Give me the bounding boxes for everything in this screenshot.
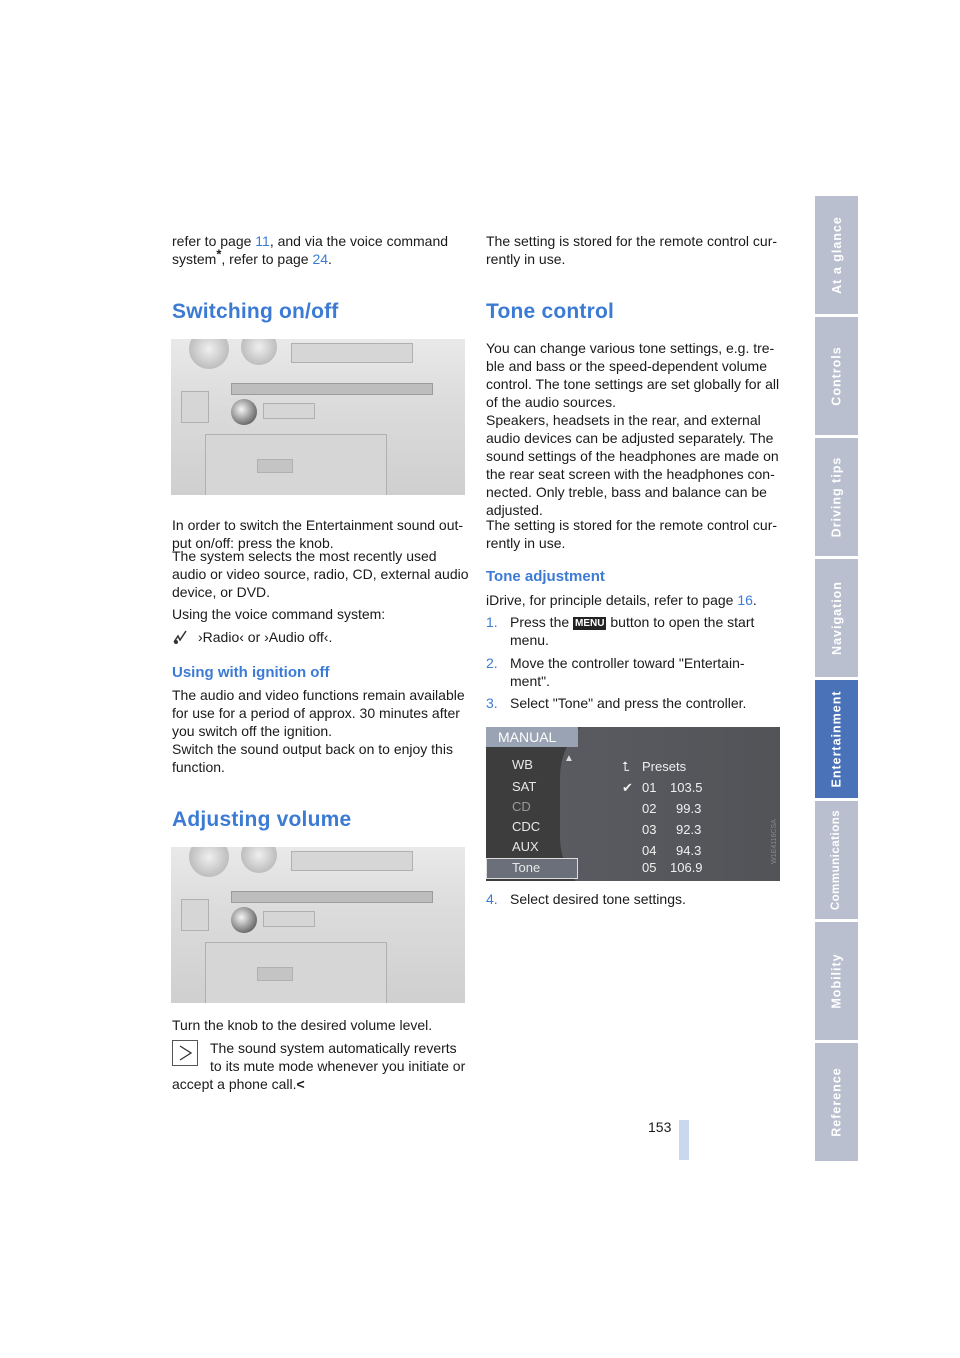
preset-freq[interactable]: 103.5 xyxy=(670,780,703,795)
tab-controls[interactable]: Controls xyxy=(815,317,858,435)
chapter-tabs xyxy=(815,196,858,1160)
volume-knob-photo xyxy=(171,847,465,1003)
step-1-line-1: Press the MENU button to open the start xyxy=(510,614,755,630)
menu-item-cd[interactable]: CD xyxy=(512,799,531,814)
preset-num[interactable]: 01 xyxy=(642,780,657,795)
adjustment-intro: iDrive, for principle details, refer to page 16. xyxy=(486,592,757,608)
menu-item-aux[interactable]: AUX xyxy=(512,839,539,854)
intro-text: , refer to page xyxy=(221,251,313,267)
intro-line-1 xyxy=(172,232,448,250)
heading-tone-control: Tone control xyxy=(486,300,615,323)
preset-num[interactable]: 03 xyxy=(642,822,657,837)
screen-presets-panel xyxy=(560,727,780,881)
volume-para: Turn the knob to the desired volume level. xyxy=(172,1017,433,1033)
heading-tone-adjustment: Tone adjustment xyxy=(486,568,605,585)
back-arrow-icon: ⮤ xyxy=(622,759,630,774)
menu-item-tone[interactable]: Tone xyxy=(512,860,541,875)
intro-text: , and via the voice command xyxy=(269,233,449,249)
page-number: 153 xyxy=(648,1119,672,1135)
menu-button-icon: MENU xyxy=(575,618,605,629)
tone-para-2: The setting is stored for the remote control cur- rently in use. xyxy=(486,517,778,551)
heading-switching: Switching on/off xyxy=(172,300,339,323)
preset-num[interactable]: 05 xyxy=(642,860,657,875)
checkmark-icon: ✔ xyxy=(622,780,633,795)
page-marker xyxy=(679,1120,689,1160)
tab-mobility[interactable]: Mobility xyxy=(815,922,858,1040)
menu-item-cdc[interactable]: CDC xyxy=(512,819,541,834)
volume-note-line-3: accept a phone call.< xyxy=(172,1076,305,1092)
switching-para-1: In order to switch the Entertainment sound out- put on/off: press the knob. xyxy=(172,517,464,551)
preset-freq[interactable]: 92.3 xyxy=(676,822,702,837)
page-link[interactable]: 24 xyxy=(312,251,329,267)
ignition-para: The audio and video functions remain available for use for a period of approx. 30 minutes after you switch off the ignition. Switch the sound output back on to enjoy this function. xyxy=(172,687,465,775)
step-4-text: Select desired tone settings. xyxy=(510,891,686,907)
audio-knob-photo xyxy=(171,339,465,495)
tab-communications[interactable]: Communications xyxy=(815,801,858,919)
tone-para-1: You can change various tone settings, e.g. tre- ble and bass or the speed-dependent volume control. The tone settings are set globally for all of the audio sources. Speakers, headsets in the rear, and external audio devices can be adjusted separately. The sound settings of the headphones are made on the rear seat screen with the headphones con- nected. Only treble, bass and balance can be adjusted. xyxy=(486,340,780,518)
end-mark: < xyxy=(296,1076,305,1092)
step-1-line-2: menu. xyxy=(510,632,549,648)
screen-title-bar xyxy=(486,727,578,747)
tab-at-a-glance[interactable]: At a glance xyxy=(815,196,858,314)
menu-item-wb[interactable]: WB xyxy=(512,757,533,772)
step-2-text: Move the controller toward "Entertain- ment". xyxy=(510,655,745,689)
step-number: 2. xyxy=(486,655,498,671)
scroll-arrow-icon: ▲ xyxy=(564,753,574,764)
preset-num[interactable]: 02 xyxy=(642,801,657,816)
preset-num[interactable]: 04 xyxy=(642,843,657,858)
page-link[interactable]: 11 xyxy=(255,233,270,249)
preset-freq[interactable]: 94.3 xyxy=(676,843,702,858)
intro-text: . xyxy=(328,251,332,267)
screen-ref-code: W1E4116CSA xyxy=(770,819,778,864)
volume-note-line-1: The sound system automatically reverts xyxy=(210,1040,457,1056)
switching-para-2: The system selects the most recently used audio or video source, radio, CD, external audio device, or DVD. xyxy=(172,548,469,600)
tab-reference[interactable]: Reference xyxy=(815,1043,858,1161)
volume-note-line-2: to its mute mode whenever you initiate or xyxy=(210,1058,466,1074)
step-number: 1. xyxy=(486,614,498,630)
page-link[interactable]: 16 xyxy=(737,592,753,608)
step-number: 4. xyxy=(486,891,498,907)
voice-command-icon xyxy=(172,628,190,646)
preset-freq[interactable]: 99.3 xyxy=(676,801,702,816)
presets-label: Presets xyxy=(642,759,687,774)
intro-text: system xyxy=(172,251,217,267)
preset-freq[interactable]: 106.9 xyxy=(670,860,703,875)
optional-equipment-star: * xyxy=(216,246,222,262)
menu-item-sat[interactable]: SAT xyxy=(512,779,537,794)
step-number: 3. xyxy=(486,695,498,711)
right-top-para: The setting is stored for the remote control cur- rently in use. xyxy=(486,233,778,267)
switching-para-3: Using the voice command system: xyxy=(172,606,386,622)
tab-entertainment[interactable]: Entertainment xyxy=(815,680,858,798)
screen-title: MANUAL xyxy=(498,729,557,745)
tab-driving-tips[interactable]: Driving tips xyxy=(815,438,858,556)
step-3-text: Select "Tone" and press the controller. xyxy=(510,695,747,711)
intro-text: refer to page xyxy=(172,233,256,249)
heading-volume: Adjusting volume xyxy=(172,808,352,831)
heading-ignition: Using with ignition off xyxy=(172,664,330,681)
voice-command-text: ›Radio‹ or ›Audio off‹. xyxy=(198,629,333,645)
note-arrow-icon xyxy=(172,1040,198,1066)
tab-navigation[interactable]: Navigation xyxy=(815,559,858,677)
intro-line-2 xyxy=(172,246,332,268)
idrive-screen xyxy=(486,727,780,881)
